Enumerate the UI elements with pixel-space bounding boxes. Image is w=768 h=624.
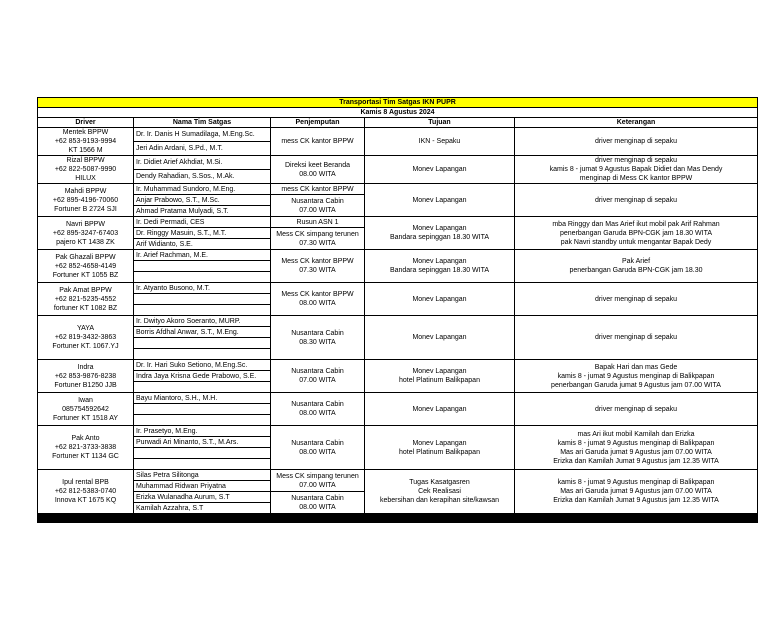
tujuan-cell: Monev Lapangan Bandara sepinggan 18.30 WITA [365, 250, 515, 283]
driver-cell: Iwan 085754592642 Fortuner KT 1518 AY [38, 393, 134, 426]
keterangan-cell: Bapak Hari dan mas Gede kamis 8 - jumat 9 Agustus menginap di Balikpapan penerbangan Garuda jumat 9 Agustus jam 07.00 WITA [515, 360, 758, 393]
driver-cell: Mentek BPPW +62 853-9193-9994 KT 1566 M [38, 128, 134, 156]
table-body [38, 128, 758, 514]
satgas-name-cell: Kamilah Azzahra, S.T [134, 503, 271, 514]
keterangan-cell: driver menginap di sepaku [515, 316, 758, 360]
table-row [38, 316, 758, 327]
pickup-cell: mess CK kantor BPPW [271, 184, 365, 195]
satgas-name-cell [134, 272, 271, 283]
table-row [38, 184, 758, 195]
satgas-name-cell [134, 382, 271, 393]
satgas-name-cell: Dr. Ir. Danis H Sumadilaga, M.Eng.Sc. [134, 128, 271, 142]
table-row [38, 470, 758, 481]
tujuan-cell: Monev Lapangan hotel Platinum Balikpapan [365, 360, 515, 393]
satgas-name-cell [134, 459, 271, 470]
satgas-name-cell: Ir. Muhammad Sundoro, M.Eng. [134, 184, 271, 195]
tujuan-cell: Tugas Kasatgasren Cek Realisasi kebersihan dan kerapihan site/kawsan [365, 470, 515, 514]
satgas-name-cell: Anjar Prabowo, S.T., M.Sc. [134, 195, 271, 206]
header-driver: Driver [38, 118, 134, 128]
satgas-name-cell: Arif Widianto, S.E. [134, 239, 271, 250]
satgas-name-cell: Ir. Atyanto Busono, M.T. [134, 283, 271, 294]
pickup-cell: mess CK kantor BPPW [271, 128, 365, 156]
satgas-name-cell: Ir. Dedi Permadi, CES [134, 217, 271, 228]
driver-cell: Pak Anto +62 821-3733-3838 Fortuner KT 1134 GC [38, 426, 134, 470]
pickup-cell: Mess CK simpang terunen 07.00 WITA [271, 470, 365, 492]
satgas-name-cell: Ir. Prasetyo, M.Eng. [134, 426, 271, 437]
table-row [38, 128, 758, 142]
table-row [38, 156, 758, 170]
keterangan-cell: driver menginap di sepaku [515, 283, 758, 316]
transport-table [37, 97, 758, 523]
tujuan-cell: Monev Lapangan hotel Platinum Balikpapan [365, 426, 515, 470]
pickup-cell: Nusantara Cabin 07.00 WITA [271, 360, 365, 393]
footer-bar [38, 514, 758, 523]
satgas-name-cell [134, 338, 271, 349]
satgas-name-cell: Dendy Rahadian, S.Sos., M.Ak. [134, 170, 271, 184]
satgas-name-cell [134, 261, 271, 272]
pickup-cell: Mess CK kantor BPPW 08.00 WITA [271, 283, 365, 316]
satgas-name-cell: Ahmad Pratama Mulyadi, S.T. [134, 206, 271, 217]
satgas-name-cell [134, 294, 271, 305]
keterangan-cell: driver menginap di sepaku [515, 393, 758, 426]
satgas-name-cell: Bayu Miantoro, S.H., M.H. [134, 393, 271, 404]
pickup-cell: Nusantara Cabin 08.30 WITA [271, 316, 365, 360]
pickup-cell: Nusantara Cabin 07.00 WITA [271, 195, 365, 217]
satgas-name-cell [134, 305, 271, 316]
tujuan-cell: Monev Lapangan [365, 283, 515, 316]
keterangan-cell: Pak Arief penerbangan Garuda BPN-CGK jam 18.30 [515, 250, 758, 283]
driver-cell: Rizal BPPW +62 822-5087-9990 HILUX [38, 156, 134, 184]
pickup-cell: Mess CK kantor BPPW 07.30 WITA [271, 250, 365, 283]
tujuan-cell: Monev Lapangan Bandara sepinggan 18.30 WITA [365, 217, 515, 250]
keterangan-cell: mas Ari ikut mobil Kamilah dan Erizka kamis 8 - jumat 9 Agustus menginap di Balikpapan Mas ari Garuda jumat 9 Agustus jam 07.00 WITA Erizka dan Kamilah Jumat 9 Agustus jam 12.35 WITA [515, 426, 758, 470]
keterangan-cell: mba Ringgy dan Mas Arief ikut mobil pak Arif Rahman penerbangan Garuda BPN-CGK jam 18.30 WITA pak Navri standby untuk mengantar Bapak Dedy [515, 217, 758, 250]
satgas-name-cell [134, 349, 271, 360]
satgas-name-cell: Dr. Ringgy Masuin, S.T., M.T. [134, 228, 271, 239]
header-penjemputan: Penjemputan [271, 118, 365, 128]
satgas-name-cell: Muhammad Ridwan Priyatna [134, 481, 271, 492]
tujuan-cell: Monev Lapangan [365, 316, 515, 360]
tujuan-cell: Monev Lapangan [365, 156, 515, 184]
footer-fill [38, 514, 758, 523]
header-nama-tim: Nama Tim Satgas [134, 118, 271, 128]
driver-cell: Navri BPPW +62 895-3247-67403 pajero KT 1438 ZK [38, 217, 134, 250]
satgas-name-cell: Ir. Didiet Arief Akhdiat, M.Si. [134, 156, 271, 170]
pickup-cell: Direksi keet Beranda 08.00 WITA [271, 156, 365, 184]
driver-cell: Pak Ghazali BPPW +62 852-4658-4149 Fortuner KT 1055 BZ [38, 250, 134, 283]
satgas-name-cell: Silas Petra Silitonga [134, 470, 271, 481]
keterangan-cell: kamis 8 - jumat 9 Agustus menginap di Balikpapan Mas ari Garuda jumat 9 Agustus jam 07.00 WITA Erizka dan Kamilah Jumat 9 Agustus jam 12.35 WITA [515, 470, 758, 514]
satgas-name-cell: Ir. Arief Rachman, M.E. [134, 250, 271, 261]
satgas-name-cell: Dr. Ir. Hari Suko Setiono, M.Eng.Sc. [134, 360, 271, 371]
driver-cell: Mahdi BPPW +62 895-4196-70060 Fortuner B 2724 SJI [38, 184, 134, 217]
table-row [38, 360, 758, 371]
table-row [38, 393, 758, 404]
satgas-name-cell: Jeri Adin Ardani, S.Pd., M.T. [134, 142, 271, 156]
driver-cell: Indra +62 853-9876-8238 Fortuner B1250 JJB [38, 360, 134, 393]
driver-cell: Pak Amat BPPW +62 821-5235-4552 fortuner KT 1082 BZ [38, 283, 134, 316]
satgas-name-cell: Ir. Dwityo Akoro Soeranto, MURP. [134, 316, 271, 327]
satgas-name-cell [134, 448, 271, 459]
keterangan-cell: driver menginap di sepaku [515, 128, 758, 156]
pickup-cell: Nusantara Cabin 08.00 WITA [271, 426, 365, 470]
pickup-cell: Mess CK simpang terunen 07.30 WITA [271, 228, 365, 250]
table-row [38, 250, 758, 261]
pickup-cell: Nusantara Cabin 08.00 WITA [271, 393, 365, 426]
satgas-name-cell: Purwadi Ari Minanto, S.T., M.Ars. [134, 437, 271, 448]
keterangan-cell: driver menginap di sepaku kamis 8 - jumat 9 Agustus Bapak Didiet dan Mas Dendy menginap di Mess CK kantor BPPW [515, 156, 758, 184]
table-row [38, 283, 758, 294]
satgas-name-cell: Borris Afdhal Anwar, S.T., M.Eng. [134, 327, 271, 338]
table-row [38, 217, 758, 228]
table-row [38, 426, 758, 437]
tujuan-cell: IKN - Sepaku [365, 128, 515, 156]
satgas-name-cell [134, 415, 271, 426]
pickup-cell: Rusun ASN 1 [271, 217, 365, 228]
header-tujuan: Tujuan [365, 118, 515, 128]
header-keterangan: Keterangan [515, 118, 758, 128]
driver-cell: YAYA +62 819-3432-3863 Fortuner KT. 1067.YJ [38, 316, 134, 360]
satgas-name-cell: Erizka Wulanadha Aurum, S.T [134, 492, 271, 503]
satgas-name-cell [134, 404, 271, 415]
sheet-date: Kamis 8 Agustus 2024 [38, 108, 758, 118]
keterangan-cell: driver menginap di sepaku [515, 184, 758, 217]
driver-cell: Ipul rental BPB +62 812-5383-0740 Innova KT 1675 KQ [38, 470, 134, 514]
tujuan-cell: Monev Lapangan [365, 184, 515, 217]
pickup-cell: Nusantara Cabin 08.00 WITA [271, 492, 365, 514]
tujuan-cell: Monev Lapangan [365, 393, 515, 426]
sheet-title: Transportasi Tim Satgas IKN PUPR [38, 98, 758, 108]
satgas-name-cell: Indra Jaya Krisna Gede Prabowo, S.E. [134, 371, 271, 382]
